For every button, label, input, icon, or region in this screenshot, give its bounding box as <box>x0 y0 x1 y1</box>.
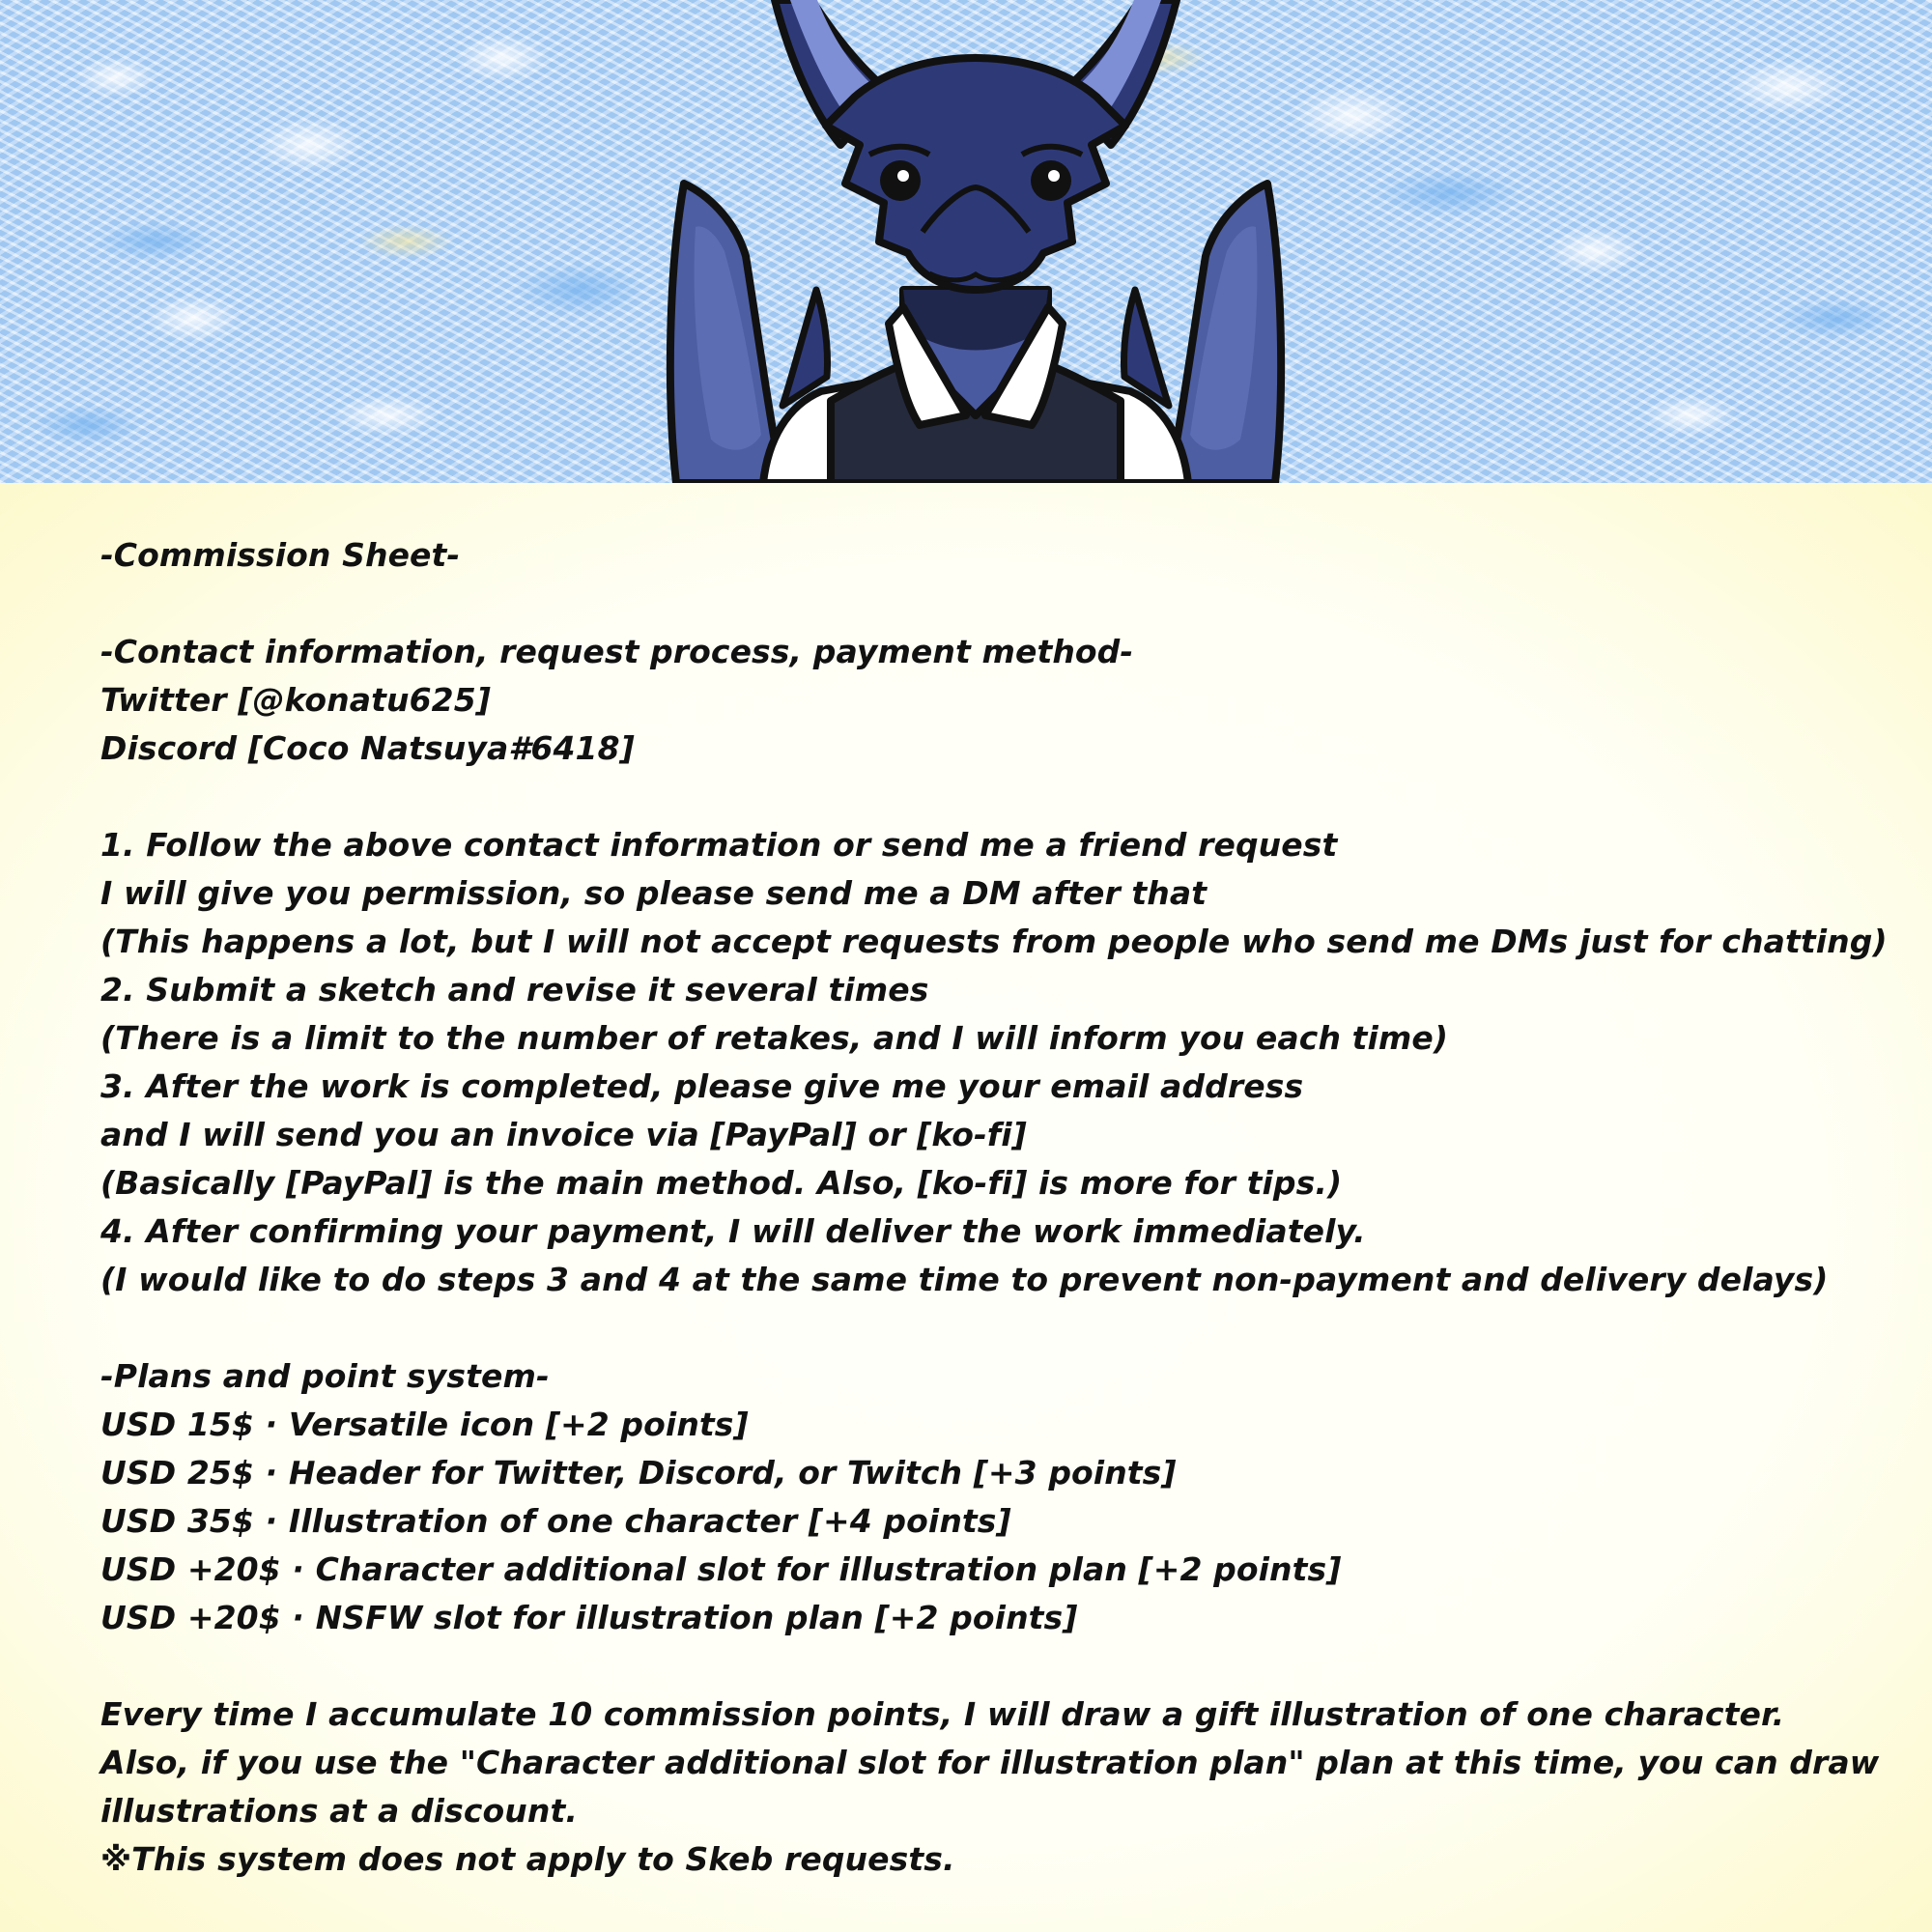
process-step-1-warning: (This happens a lot, but I will not accept requests from people who send me DMs just for chatting) <box>100 923 1888 960</box>
dragon-character-illustration <box>657 0 1294 483</box>
plan-header: USD 25$ · Header for Twitter, Discord, or Twitch [+3 points] <box>100 1454 1177 1492</box>
plans-heading: -Plans and point system- <box>100 1357 550 1395</box>
spacer <box>100 773 1839 821</box>
plan-additional-character: USD +20$ · Character additional slot for illustration plan [+2 points] <box>100 1550 1342 1588</box>
discord-contact: Discord [Coco Natsuya#6418] <box>100 729 635 767</box>
points-note-2: Also, if you use the "Character additional slot for illustration plan" plan at this time, you can draw <box>100 1744 1880 1781</box>
plan-icon: USD 15$ · Versatile icon [+2 points] <box>100 1406 749 1443</box>
sheet-title: -Commission Sheet- <box>100 536 461 574</box>
process-step-4: 4. After confirming your payment, I will deliver the work immediately. <box>100 1212 1366 1250</box>
commission-sheet-content <box>100 531 1888 1884</box>
process-step-4-note: (I would like to do steps 3 and 4 at the same time to prevent non-payment and delivery delays) <box>100 1261 1829 1298</box>
spacer <box>100 1304 1839 1352</box>
process-step-3: 3. After the work is completed, please give me your email address <box>100 1067 1304 1105</box>
contact-heading: -Contact information, request process, payment method- <box>100 633 1134 670</box>
dragon-head <box>826 58 1125 290</box>
process-step-3-note: (Basically [PayPal] is the main method. Also, [ko-fi] is more for tips.) <box>100 1164 1343 1202</box>
right-eye-shine <box>1048 170 1060 182</box>
left-eye-shine <box>897 170 909 182</box>
points-note-3: illustrations at a discount. <box>100 1792 578 1830</box>
process-step-3-invoice: and I will send you an invoice via [PayPal] or [ko-fi] <box>100 1116 1027 1153</box>
spacer <box>100 580 1839 628</box>
plan-nsfw-slot: USD +20$ · NSFW slot for illustration plan [+2 points] <box>100 1599 1078 1636</box>
plan-illustration: USD 35$ · Illustration of one character [+4 points] <box>100 1502 1011 1540</box>
process-step-1: 1. Follow the above contact information or send me a friend request <box>100 826 1338 864</box>
spacer <box>100 1642 1839 1690</box>
header-banner <box>0 0 1932 483</box>
points-note-1: Every time I accumulate 10 commission points, I will draw a gift illustration of one character. <box>100 1695 1785 1733</box>
skeb-exclusion-note: ※This system does not apply to Skeb requests. <box>100 1840 955 1878</box>
process-step-1-note: I will give you permission, so please send me a DM after that <box>100 874 1208 912</box>
process-step-2-note: (There is a limit to the number of retakes, and I will inform you each time) <box>100 1019 1449 1057</box>
process-step-2: 2. Submit a sketch and revise it several times <box>100 971 929 1009</box>
twitter-contact: Twitter [@konatu625] <box>100 681 491 719</box>
